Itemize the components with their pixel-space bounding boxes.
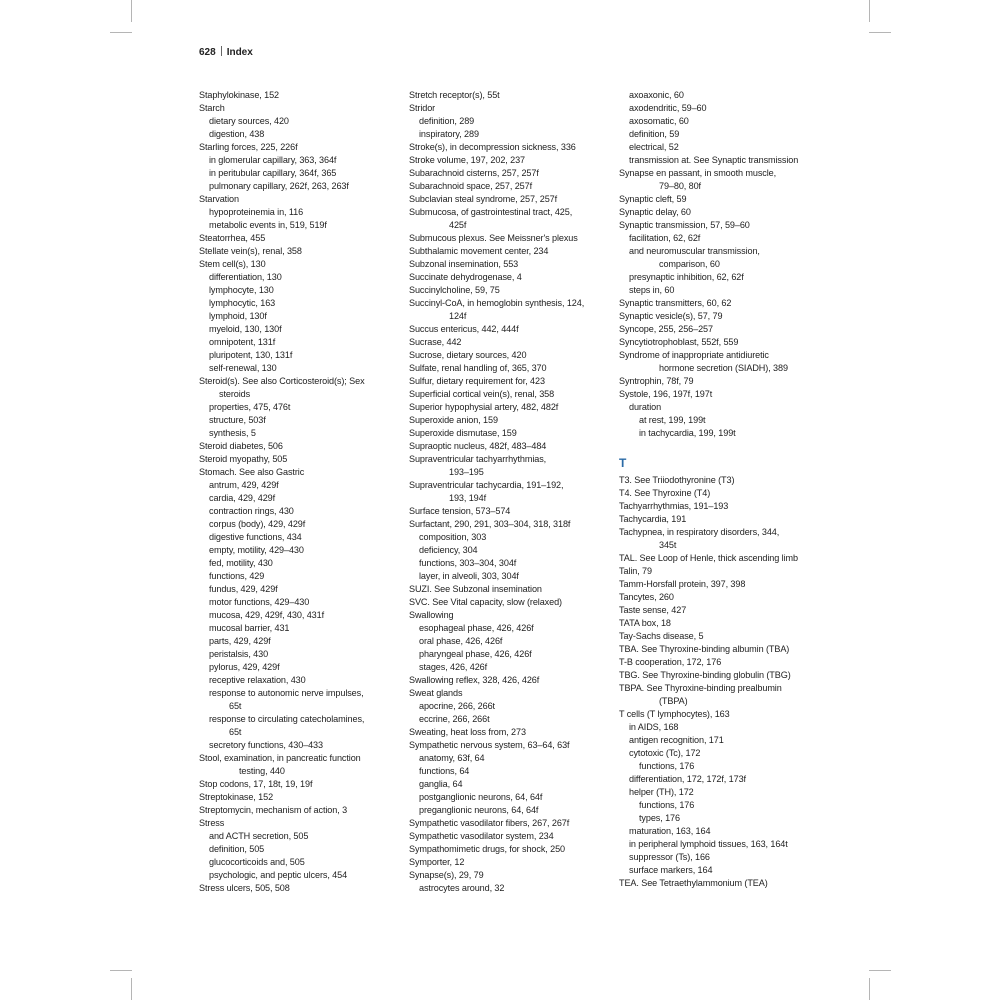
index-entry: TBA. See Thyroxine-binding albumin (TBA) (619, 644, 790, 654)
index-entry: Syndrome of inappropriate antidiuretic (619, 350, 769, 360)
index-subentry: peristalsis, 430 (209, 649, 269, 659)
index-entry: Sucrose, dietary sources, 420 (409, 350, 527, 360)
index-subentry: inspiratory, 289 (419, 129, 479, 139)
index-entry: Starvation (199, 194, 239, 204)
index-subentry: functions, 176 (639, 800, 695, 810)
index-entry: Tachypnea, in respiratory disorders, 344, (619, 527, 780, 537)
index-entry: Stroke(s), in decompression sickness, 336 (409, 142, 576, 152)
index-subentry: definition, 59 (629, 129, 680, 139)
index-subentry: 65t (229, 727, 242, 737)
crop-mark (869, 970, 891, 971)
index-subentry: postganglionic neurons, 64, 64f (419, 792, 543, 802)
index-entry: Sympathetic vasodilator system, 234 (409, 831, 554, 841)
index-subentry: corpus (body), 429, 429f (209, 519, 306, 529)
index-subentry: lymphocytic, 163 (209, 298, 276, 308)
index-entry: Synapse en passant, in smooth muscle, (619, 168, 777, 178)
index-entry: Streptokinase, 152 (199, 792, 274, 802)
index-entry: Stroke volume, 197, 202, 237 (409, 155, 526, 165)
index-entry: Systole, 196, 197f, 197t (619, 389, 713, 399)
index-subentry: synthesis, 5 (209, 428, 256, 438)
index-subentry: facilitation, 62, 62f (629, 233, 701, 243)
index-entry: Subarachnoid space, 257, 257f (409, 181, 532, 191)
index-subentry: at rest, 199, 199t (639, 415, 706, 425)
index-subentry: antigen recognition, 171 (629, 735, 724, 745)
index-subentry: dietary sources, 420 (209, 116, 289, 126)
index-entry: Synaptic cleft, 59 (619, 194, 687, 204)
index-entry: Starch (199, 103, 225, 113)
index-subentry: receptive relaxation, 430 (209, 675, 306, 685)
index-entry: Syntrophin, 78f, 79 (619, 376, 694, 386)
crop-mark (110, 970, 132, 971)
index-entry: TATA box, 18 (619, 618, 671, 628)
index-subentry: 345t (659, 540, 677, 550)
index-entry: Tancytes, 260 (619, 592, 674, 602)
index-entry: Subarachnoid cisterns, 257, 257f (409, 168, 539, 178)
index-subentry: myeloid, 130, 130f (209, 324, 282, 334)
running-header (199, 46, 253, 58)
index-entry: Superoxide anion, 159 (409, 415, 498, 425)
index-subentry: contraction rings, 430 (209, 506, 294, 516)
index-column-3 (619, 89, 819, 890)
index-subentry: cytotoxic (Tc), 172 (629, 748, 701, 758)
index-subentry: ganglia, 64 (419, 779, 463, 789)
index-subentry: self-renewal, 130 (209, 363, 277, 373)
index-entry: Synaptic transmission, 57, 59–60 (619, 220, 750, 230)
crop-mark (869, 978, 870, 1000)
index-entry: Sucrase, 442 (409, 337, 462, 347)
index-subentry: suppressor (Ts), 166 (629, 852, 710, 862)
index-subentry: layer, in alveoli, 303, 304f (419, 571, 519, 581)
index-subentry: testing, 440 (239, 766, 285, 776)
index-subentry: axoaxonic, 60 (629, 90, 684, 100)
index-entry: Talin, 79 (619, 566, 652, 576)
index-subentry: presynaptic inhibition, 62, 62f (629, 272, 744, 282)
index-subentry: in peripheral lymphoid tissues, 163, 164t (629, 839, 788, 849)
index-entry: TEA. See Tetraethylammonium (TEA) (619, 878, 768, 888)
index-entry: Stomach. See also Gastric (199, 467, 305, 477)
page-number: 628 (199, 47, 216, 58)
index-entry: Succinyl-CoA, in hemoglobin synthesis, 124, (409, 298, 585, 308)
index-subentry: in glomerular capillary, 363, 364f (209, 155, 337, 165)
index-entry: Syncope, 255, 256–257 (619, 324, 713, 334)
index-subentry: lymphoid, 130f (209, 311, 267, 321)
index-subentry: surface markers, 164 (629, 865, 713, 875)
index-entry: Supraventricular tachyarrhythmias, (409, 454, 547, 464)
index-entry: SVC. See Vital capacity, slow (relaxed) (409, 597, 562, 607)
index-subentry: motor functions, 429–430 (209, 597, 310, 607)
index-subentry: maturation, 163, 164 (629, 826, 711, 836)
index-entry: Synaptic delay, 60 (619, 207, 691, 217)
index-subentry: response to autonomic nerve impulses, (209, 688, 364, 698)
index-subentry: esophageal phase, 426, 426f (419, 623, 534, 633)
index-subentry: oral phase, 426, 426f (419, 636, 503, 646)
index-subentry: preganglionic neurons, 64, 64f (419, 805, 539, 815)
index-subentry: anatomy, 63f, 64 (419, 753, 485, 763)
index-entry: Sympathomimetic drugs, for shock, 250 (409, 844, 566, 854)
index-entry: Streptomycin, mechanism of action, 3 (199, 805, 348, 815)
index-entry: Synaptic transmitters, 60, 62 (619, 298, 732, 308)
index-entry: Sympathetic nervous system, 63–64, 63f (409, 740, 570, 750)
index-subentry: in tachycardia, 199, 199t (639, 428, 736, 438)
index-entry: Steroid(s). See also Corticosteroid(s); Sex (199, 376, 365, 386)
crop-mark (869, 0, 870, 22)
index-entry: TBPA. See Thyroxine-binding prealbumin (619, 683, 782, 693)
index-subentry: 65t (229, 701, 242, 711)
index-subentry: electrical, 52 (629, 142, 679, 152)
index-subentry: parts, 429, 429f (209, 636, 271, 646)
index-entry: Stem cell(s), 130 (199, 259, 266, 269)
index-entry: Staphylokinase, 152 (199, 90, 280, 100)
index-subentry: pharyngeal phase, 426, 426f (419, 649, 532, 659)
index-entry: SUZI. See Subzonal insemination (409, 584, 542, 594)
index-entry: TAL. See Loop of Henle, thick ascending limb (619, 553, 798, 563)
index-entry: Swallowing (409, 610, 454, 620)
index-entry: Subthalamic movement center, 234 (409, 246, 549, 256)
index-subentry: omnipotent, 131f (209, 337, 276, 347)
index-entry: Taste sense, 427 (619, 605, 687, 615)
index-entry: Superior hypophysial artery, 482, 482f (409, 402, 559, 412)
index-entry: Swallowing reflex, 328, 426, 426f (409, 675, 540, 685)
index-subentry: (TBPA) (659, 696, 688, 706)
index-entry: T3. See Triiodothyronine (T3) (619, 475, 735, 485)
index-entry: Stellate vein(s), renal, 358 (199, 246, 302, 256)
section-title: Index (226, 47, 253, 58)
index-entry: Supraoptic nucleus, 482f, 483–484 (409, 441, 547, 451)
index-subentry: fundus, 429, 429f (209, 584, 278, 594)
index-subentry: composition, 303 (419, 532, 487, 542)
index-entry: Sympathetic vasodilator fibers, 267, 267f (409, 818, 570, 828)
index-subentry: functions, 176 (639, 761, 695, 771)
index-subentry: hypoproteinemia in, 116 (209, 207, 304, 217)
index-subentry: and neuromuscular transmission, (629, 246, 760, 256)
crop-mark (131, 0, 132, 22)
index-subentry: hormone secretion (SIADH), 389 (659, 363, 788, 373)
index-subentry: glucocorticoids and, 505 (209, 857, 305, 867)
index-subentry: metabolic events in, 519, 519f (209, 220, 327, 230)
index-subentry: stages, 426, 426f (419, 662, 488, 672)
index-subentry: 79–80, 80f (659, 181, 701, 191)
index-subentry: antrum, 429, 429f (209, 480, 279, 490)
index-subentry: functions, 64 (419, 766, 470, 776)
index-entry: Tamm-Horsfall protein, 397, 398 (619, 579, 746, 589)
index-subentry: properties, 475, 476t (209, 402, 291, 412)
section-letter: T (619, 456, 627, 470)
index-subentry: deficiency, 304 (419, 545, 478, 555)
index-entry: Succinate dehydrogenase, 4 (409, 272, 522, 282)
index-entry: Submucous plexus. See Meissner's plexus (409, 233, 578, 243)
index-entry: Stool, examination, in pancreatic function (199, 753, 361, 763)
index-entry: Steroid diabetes, 506 (199, 441, 283, 451)
index-subentry: 193–195 (449, 467, 484, 477)
index-subentry: steps in, 60 (629, 285, 675, 295)
index-entry: Superoxide dismutase, 159 (409, 428, 517, 438)
index-entry: T-B cooperation, 172, 176 (619, 657, 722, 667)
index-subentry: in AIDS, 168 (629, 722, 679, 732)
index-entry: Steroid myopathy, 505 (199, 454, 288, 464)
index-entry: Supraventricular tachycardia, 191–192, (409, 480, 564, 490)
index-entry: Stress (199, 818, 225, 828)
index-entry: Sulfur, dietary requirement for, 423 (409, 376, 545, 386)
header-divider (221, 46, 222, 56)
index-entry: Sweating, heat loss from, 273 (409, 727, 526, 737)
index-entry: Symporter, 12 (409, 857, 465, 867)
index-entry: Surfactant, 290, 291, 303–304, 318, 318f (409, 519, 571, 529)
index-entry: Tachycardia, 191 (619, 514, 687, 524)
index-subentry: and ACTH secretion, 505 (209, 831, 309, 841)
index-entry: TBG. See Thyroxine-binding globulin (TBG) (619, 670, 791, 680)
index-entry: Subclavian steal syndrome, 257, 257f (409, 194, 558, 204)
index-subentry: helper (TH), 172 (629, 787, 694, 797)
index-subentry: pluripotent, 130, 131f (209, 350, 293, 360)
index-entry: Subzonal insemination, 553 (409, 259, 519, 269)
index-entry: Sweat glands (409, 688, 463, 698)
index-entry: Succus entericus, 442, 444f (409, 324, 519, 334)
index-column-1 (199, 89, 389, 895)
index-subentry: functions, 429 (209, 571, 265, 581)
index-entry: Succinylcholine, 59, 75 (409, 285, 500, 295)
index-subentry: differentiation, 130 (209, 272, 282, 282)
index-subentry: definition, 505 (209, 844, 265, 854)
index-entry: T4. See Thyroxine (T4) (619, 488, 711, 498)
index-subentry: pulmonary capillary, 262f, 263, 263f (209, 181, 349, 191)
index-subentry: 193, 194f (449, 493, 487, 503)
index-subentry: in peritubular capillary, 364f, 365 (209, 168, 337, 178)
index-entry: Sulfate, renal handling of, 365, 370 (409, 363, 547, 373)
index-entry: Stop codons, 17, 18t, 19, 19f (199, 779, 313, 789)
index-entry: Tay-Sachs disease, 5 (619, 631, 704, 641)
index-subentry: functions, 303–304, 304f (419, 558, 517, 568)
index-entry: Steatorrhea, 455 (199, 233, 266, 243)
index-subentry: structure, 503f (209, 415, 266, 425)
crop-mark (869, 32, 891, 33)
index-subentry: response to circulating catecholamines, (209, 714, 365, 724)
index-entry: Stridor (409, 103, 436, 113)
index-subentry: digestion, 438 (209, 129, 265, 139)
index-column-2 (409, 89, 599, 895)
index-entry: Superficial cortical vein(s), renal, 358 (409, 389, 555, 399)
index-subentry: empty, motility, 429–430 (209, 545, 304, 555)
index-subentry: mucosal barrier, 431 (209, 623, 290, 633)
index-entry: Synaptic vesicle(s), 57, 79 (619, 311, 723, 321)
index-subentry: lymphocyte, 130 (209, 285, 274, 295)
index-entry: Stretch receptor(s), 55t (409, 90, 500, 100)
index-subentry: transmission at. See Synaptic transmission (629, 155, 799, 165)
index-subentry: definition, 289 (419, 116, 475, 126)
index-entry: Synapse(s), 29, 79 (409, 870, 484, 880)
index-subentry: psychologic, and peptic ulcers, 454 (209, 870, 348, 880)
index-subentry: eccrine, 266, 266t (419, 714, 490, 724)
index-entry: Stress ulcers, 505, 508 (199, 883, 290, 893)
index-entry: Syncytiotrophoblast, 552f, 559 (619, 337, 739, 347)
index-entry: Starling forces, 225, 226f (199, 142, 298, 152)
index-subentry: digestive functions, 434 (209, 532, 302, 542)
index-subentry: fed, motility, 430 (209, 558, 273, 568)
index-subentry: comparison, 60 (659, 259, 720, 269)
index-subentry: differentiation, 172, 172f, 173f (629, 774, 746, 784)
index-subentry: pylorus, 429, 429f (209, 662, 280, 672)
index-subentry: axodendritic, 59–60 (629, 103, 707, 113)
crop-mark (110, 32, 132, 33)
index-subentry: 124f (449, 311, 467, 321)
index-subentry: duration (629, 402, 662, 412)
index-entry: Submucosa, of gastrointestinal tract, 425, (409, 207, 573, 217)
index-subentry: astrocytes around, 32 (419, 883, 505, 893)
index-subentry: cardia, 429, 429f (209, 493, 276, 503)
index-subentry: 425f (449, 220, 467, 230)
index-subentry: secretory functions, 430–433 (209, 740, 323, 750)
index-entry: Surface tension, 573–574 (409, 506, 511, 516)
index-subentry: steroids (219, 389, 251, 399)
index-entry: T cells (T lymphocytes), 163 (619, 709, 730, 719)
index-subentry: apocrine, 266, 266t (419, 701, 495, 711)
index-subentry: axosomatic, 60 (629, 116, 689, 126)
index-subentry: mucosa, 429, 429f, 430, 431f (209, 610, 324, 620)
crop-mark (131, 978, 132, 1000)
index-entry: Tachyarrhythmias, 191–193 (619, 501, 729, 511)
index-subentry: types, 176 (639, 813, 680, 823)
